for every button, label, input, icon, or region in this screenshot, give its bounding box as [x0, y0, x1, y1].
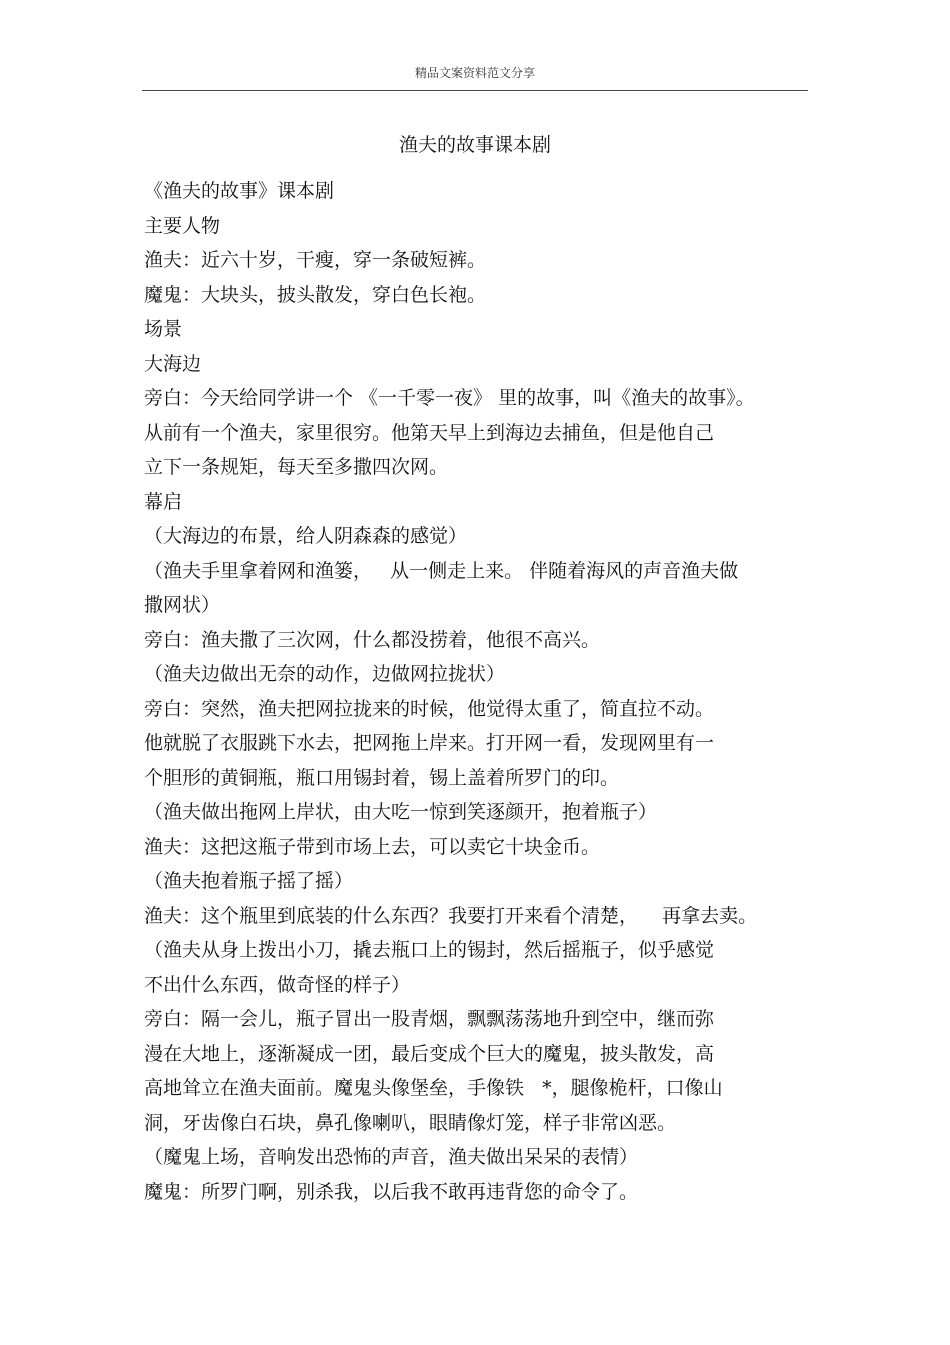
body-line: 渔夫：这个瓶里到底装的什么东西？我要打开来看个清楚， 再拿去卖。 — [144, 904, 758, 927]
body-line: （渔夫从身上拨出小刀，撬去瓶口上的锡封，然后摇瓶子，似乎感觉 — [144, 939, 715, 961]
body-line: 洞，牙齿像白石块，鼻孔像喇叭，眼睛像灯笼，样子非常凶恶。 — [144, 1111, 677, 1134]
body-line: 旁白：隔一会儿，瓶子冒出一股青烟，飘飘荡荡地升到空中，继而弥 — [144, 1008, 715, 1030]
body-line: （渔夫做出拖网上岸状，由大吃一惊到笑逐颜开，抱着瓶子） — [144, 801, 658, 823]
header-divider — [142, 90, 808, 91]
page-header: 精品文案资料范文分享 — [414, 66, 535, 80]
body-line: 立下一条规矩，每天至多撒四次网。 — [144, 456, 449, 478]
body-line: 个胆形的黄铜瓶，瓶口用锡封着，锡上盖着所罗门的印。 — [144, 766, 620, 789]
body-line: 《渔夫的故事》课本剧 — [144, 180, 335, 202]
body-line: 不出什么东西，做奇怪的样子） — [144, 973, 411, 996]
body-line: 魔鬼：大块头，披头散发，穿白色长袍。 — [144, 283, 487, 306]
body-line: 主要人物 — [144, 214, 221, 237]
body-line: （大海边的布景，给人阴森森的感觉） — [144, 525, 468, 547]
body-line: 幕启 — [144, 490, 183, 513]
body-line: 从前有一个渔夫，家里很穷。他第天早上到海边去捕鱼，但是他自己 — [144, 421, 715, 444]
document-body — [144, 174, 808, 1209]
body-line: 场景 — [144, 318, 183, 340]
body-line: 他就脱了衣服跳下水去，把网拖上岸来。打开网一看，发现网里有一 — [144, 732, 715, 754]
body-line: 旁白：今天给同学讲一个 《一千零一夜》 里的故事，叫《渔夫的故事》。 — [144, 387, 755, 409]
body-line: 旁白：突然，渔夫把网拉拢来的时候，他觉得太重了，简直拉不动。 — [144, 697, 715, 720]
document-title: 渔夫的故事课本剧 — [398, 134, 551, 156]
body-line: 渔夫：近六十岁，干瘦，穿一条破短裤。 — [144, 249, 487, 271]
body-line: 渔夫：这把这瓶子带到市场上去，可以卖它十块金币。 — [144, 835, 601, 858]
body-line: 撒网状） — [144, 594, 221, 616]
body-line: （渔夫手里拿着网和渔篓， 从一侧走上来。 伴随着海风的声音渔夫做 — [144, 559, 739, 582]
body-line: （渔夫抱着瓶子摇了摇） — [144, 870, 354, 892]
body-line: 漫在大地上，逐渐凝成一团，最后变成个巨大的魔鬼，披头散发，高 — [144, 1042, 715, 1065]
body-line: 大海边 — [144, 352, 202, 375]
body-line: （魔鬼上场，音响发出恐怖的声音，渔夫做出呆呆的表情） — [144, 1146, 639, 1168]
body-line: 高地耸立在渔夫面前。魔鬼头像堡垒，手像铁 *，腿像桅杆，口像山 — [144, 1077, 723, 1099]
body-line: 旁白：渔夫撒了三次网，什么都没捞着，他很不高兴。 — [144, 628, 601, 651]
body-line: 魔鬼：所罗门啊，别杀我，以后我不敢再违背您的命令了。 — [144, 1180, 639, 1203]
body-line: （渔夫边做出无奈的动作，边做网拉拢状） — [144, 663, 506, 685]
